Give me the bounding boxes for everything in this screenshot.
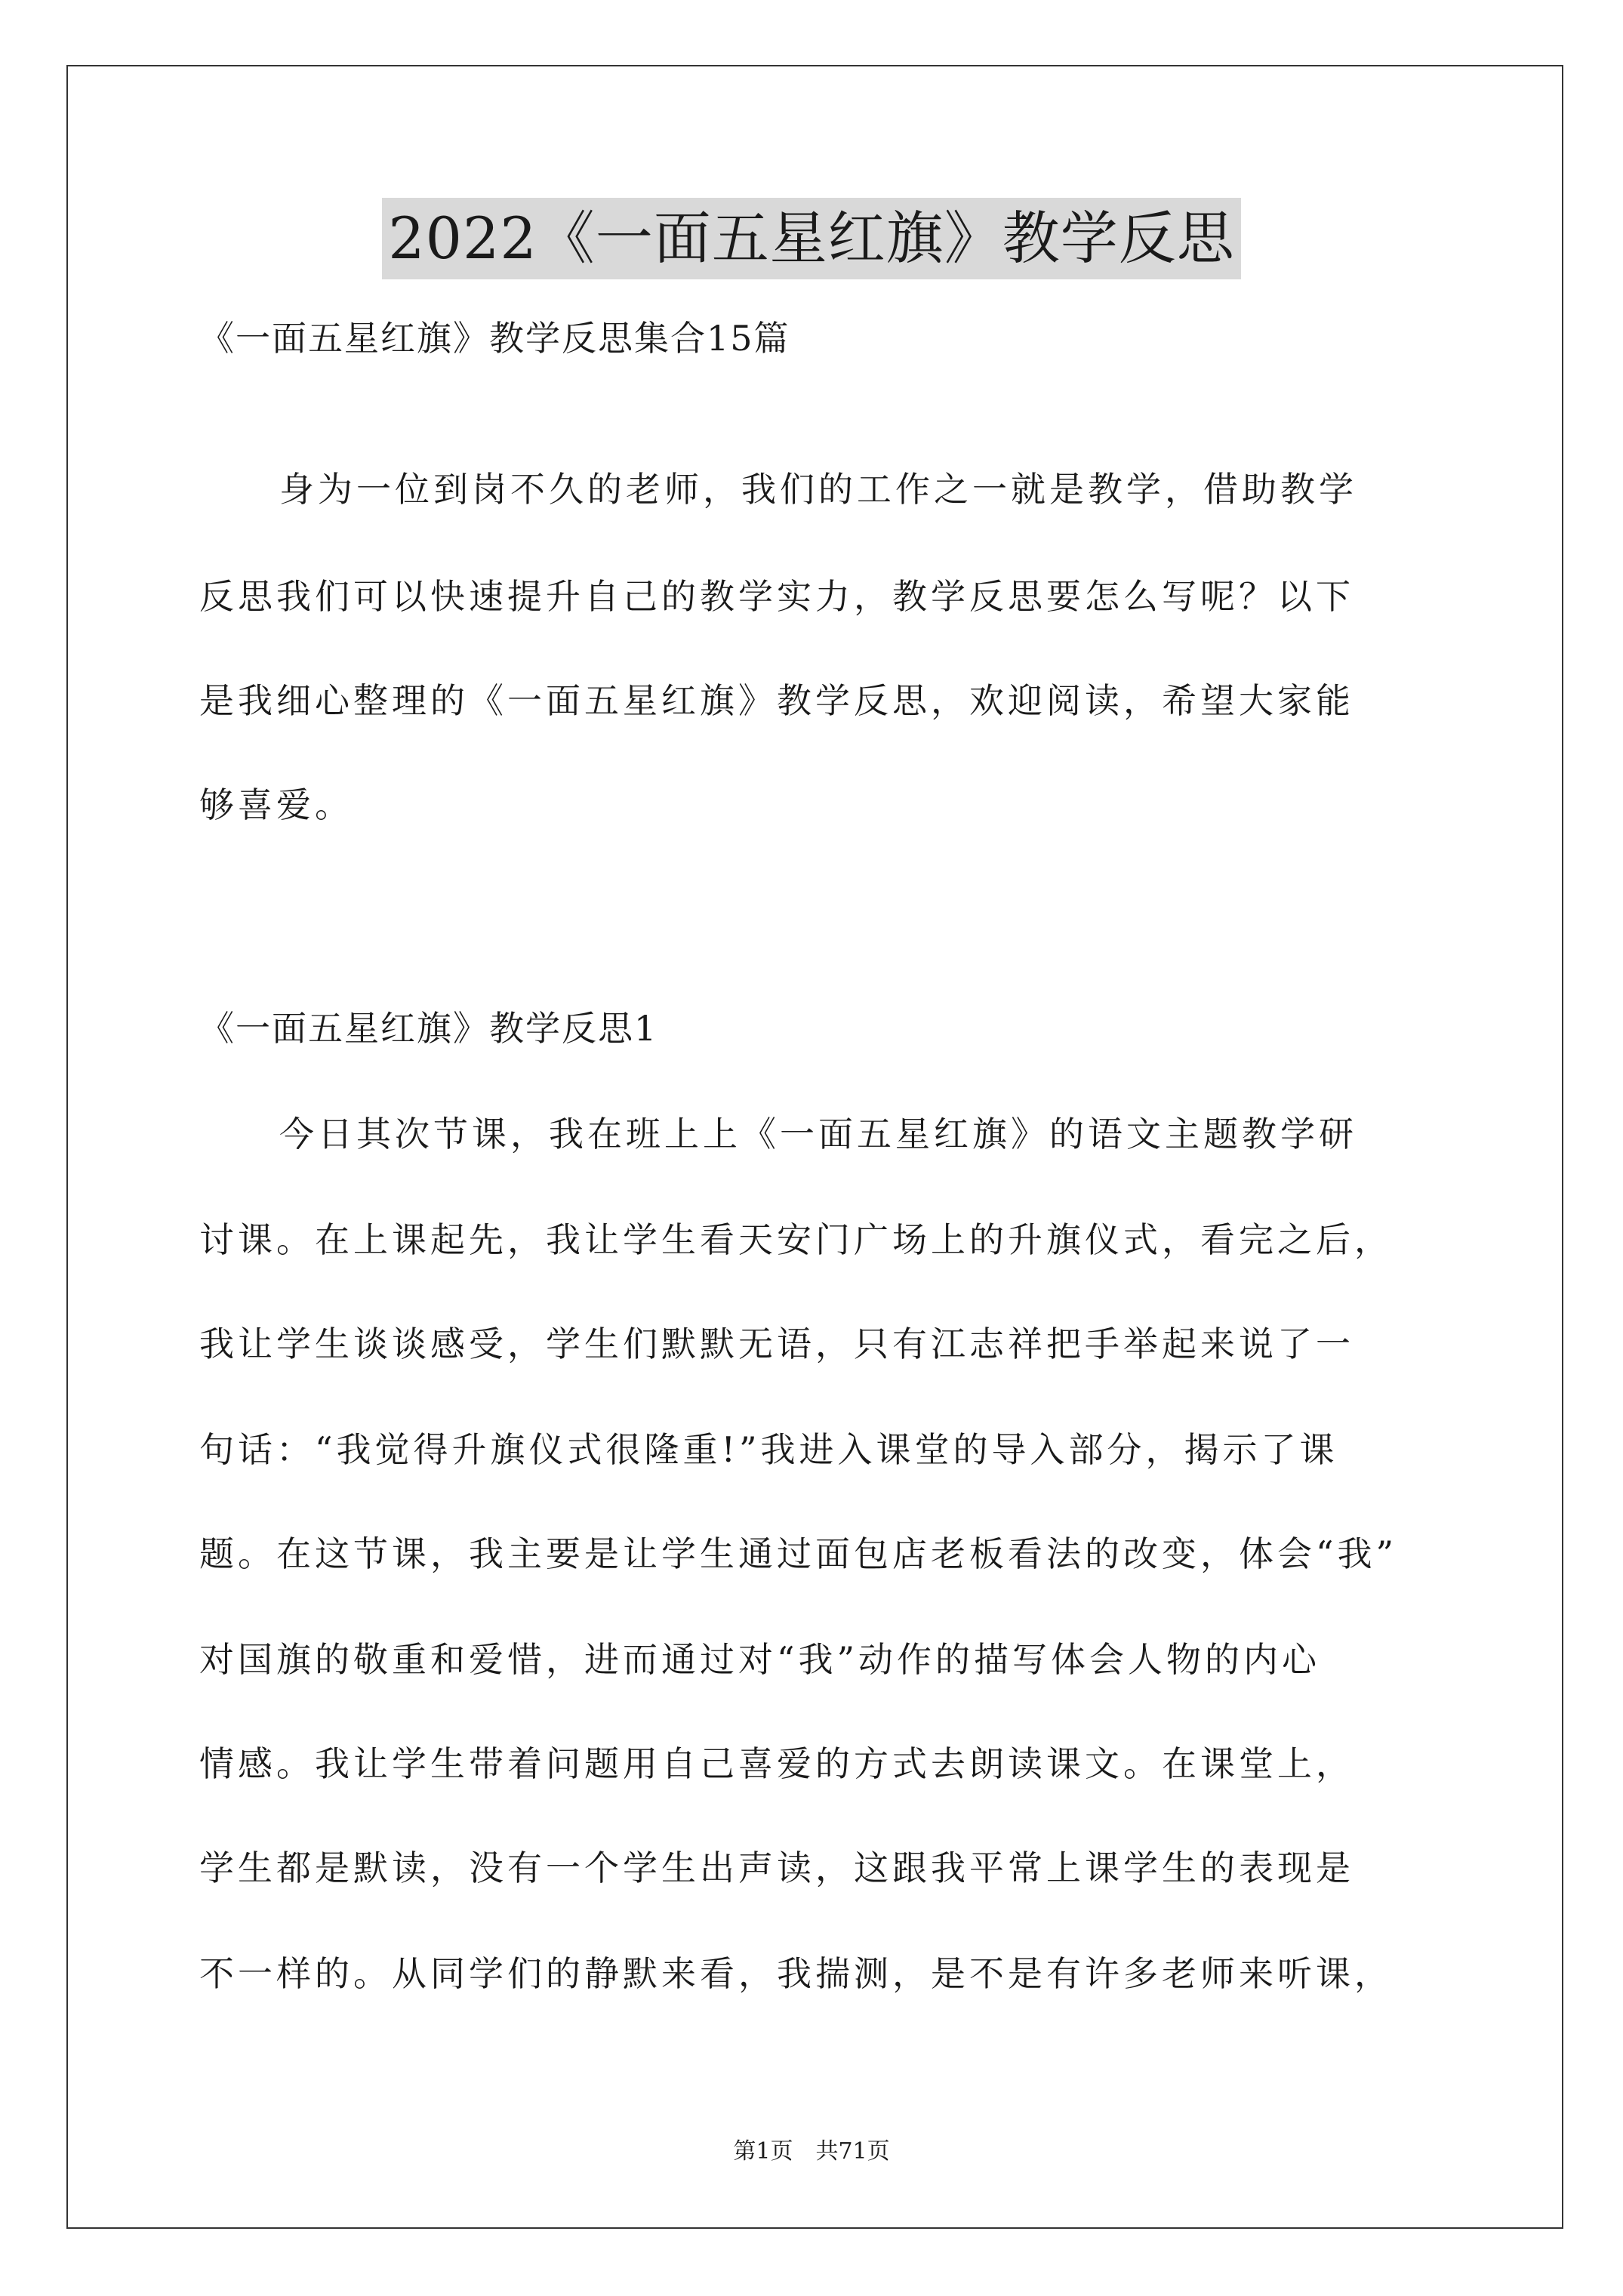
section-heading: 《一面五星红旗》教学反思1: [199, 1008, 658, 1049]
document-title: 2022《一面五星红旗》教学反思: [382, 198, 1240, 279]
intro-line-4: 够喜爱。: [199, 784, 353, 825]
section-line-5: 题。在这节课，我主要是让学生通过面包店老板看法的改变，体会“我”: [199, 1533, 1398, 1574]
intro-line-3: 是我细心整理的《一面五星红旗》教学反思，欢迎阅读，希望大家能: [199, 680, 1354, 721]
section-line-7: 情感。我让学生带着问题用自己喜爱的方式去朗读课文。在课堂上，: [199, 1743, 1354, 1784]
page-number: 第1页 共71页: [733, 2138, 890, 2165]
intro-line-2: 反思我们可以快速提升自己的教学实力，教学反思要怎么写呢？以下: [199, 576, 1354, 617]
section-line-1: 今日其次节课，我在班上上《一面五星红旗》的语文主题教学研: [279, 1114, 1357, 1154]
intro-line-1: 身为一位到岗不久的老师，我们的工作之一就是教学，借助教学: [279, 469, 1357, 510]
section-line-2: 讨课。在上课起先，我让学生看天安门广场上的升旗仪式，看完之后，: [199, 1219, 1393, 1260]
section-line-6: 对国旗的敬重和爱惜，进而通过对“我”动作的描写体会人物的内心: [199, 1639, 1321, 1680]
section-line-3: 我让学生谈谈感受，学生们默默无语，只有江志祥把手举起来说了一: [199, 1324, 1354, 1364]
section-line-9: 不一样的。从同学们的静默来看，我揣测，是不是有许多老师来听课，: [199, 1953, 1393, 1994]
section-line-8: 学生都是默读，没有一个学生出声读，这跟我平常上课学生的表现是: [199, 1848, 1354, 1888]
document-subtitle: 《一面五星红旗》教学反思集合15篇: [199, 318, 790, 359]
section-line-4: 句话：“我觉得升旗仪式很隆重!”我进入课堂的导入部分，揭示了课: [199, 1429, 1338, 1470]
title-container: [0, 198, 1623, 279]
